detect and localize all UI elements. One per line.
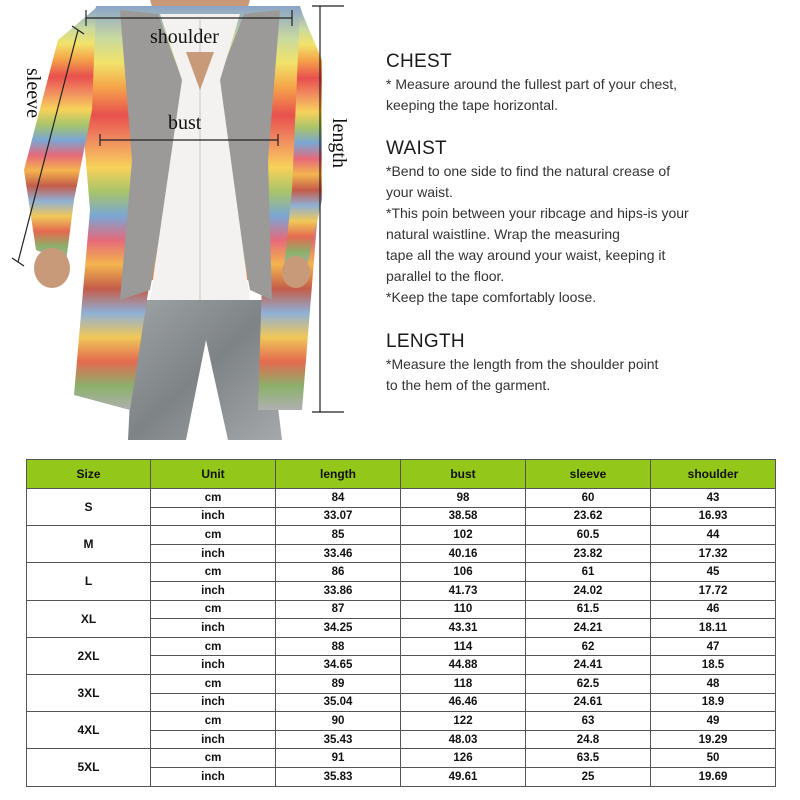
unit-cell: cm: [151, 712, 276, 731]
length-cell: 84: [276, 489, 401, 508]
sleeve-cell: 25: [526, 767, 651, 786]
bust-cell: 122: [401, 712, 526, 731]
size-cell: 5XL: [27, 749, 151, 786]
shoulder-cell: 19.69: [651, 767, 776, 786]
length-title: LENGTH: [386, 331, 465, 352]
bust-cell: 110: [401, 600, 526, 619]
unit-cell: inch: [151, 619, 276, 638]
sleeve-cell: 23.62: [526, 507, 651, 526]
table-row: [27, 600, 776, 619]
length-cell: 33.46: [276, 544, 401, 563]
table-row: [27, 749, 776, 768]
table-row: [27, 526, 776, 545]
sleeve-cell: 24.61: [526, 693, 651, 712]
shoulder-cell: 43: [651, 489, 776, 508]
length-cell: 34.65: [276, 656, 401, 675]
bust-cell: 44.88: [401, 656, 526, 675]
chest-section: [386, 50, 677, 116]
header-shoulder: shoulder: [651, 460, 776, 489]
bust-cell: 40.16: [401, 544, 526, 563]
unit-cell: cm: [151, 637, 276, 656]
sleeve-cell: 24.41: [526, 656, 651, 675]
unit-cell: inch: [151, 730, 276, 749]
table-row: [27, 563, 776, 582]
sleeve-cell: 63.5: [526, 749, 651, 768]
length-line: *Measure the length from the shoulder point: [386, 356, 659, 372]
length-cell: 34.25: [276, 619, 401, 638]
unit-cell: cm: [151, 489, 276, 508]
size-cell: XL: [27, 600, 151, 637]
shoulder-cell: 19.29: [651, 730, 776, 749]
header-sleeve: sleeve: [526, 460, 651, 489]
bust-cell: 43.31: [401, 619, 526, 638]
waist-line: natural waistline. Wrap the measuring: [386, 226, 620, 242]
bust-cell: 114: [401, 637, 526, 656]
shoulder-cell: 45: [651, 563, 776, 582]
header-unit: Unit: [151, 460, 276, 489]
shoulder-cell: 18.5: [651, 656, 776, 675]
length-cell: 90: [276, 712, 401, 731]
sleeve-cell: 60.5: [526, 526, 651, 545]
sleeve-cell: 62: [526, 637, 651, 656]
length-section: [386, 330, 658, 396]
chest-line: keeping the tape horizontal.: [386, 97, 559, 113]
sleeve-cell: 24.8: [526, 730, 651, 749]
bust-cell: 98: [401, 489, 526, 508]
unit-cell: cm: [151, 563, 276, 582]
unit-cell: inch: [151, 693, 276, 712]
shoulder-cell: 47: [651, 637, 776, 656]
bust-cell: 106: [401, 563, 526, 582]
unit-cell: cm: [151, 674, 276, 693]
shoulder-cell: 18.9: [651, 693, 776, 712]
bust-cell: 46.46: [401, 693, 526, 712]
size-cell: L: [27, 563, 151, 600]
unit-cell: inch: [151, 656, 276, 675]
unit-cell: inch: [151, 767, 276, 786]
unit-cell: inch: [151, 544, 276, 563]
shoulder-cell: 46: [651, 600, 776, 619]
unit-cell: cm: [151, 749, 276, 768]
header-length: length: [276, 460, 401, 489]
size-cell: 2XL: [27, 637, 151, 674]
shoulder-cell: 17.32: [651, 544, 776, 563]
length-line: to the hem of the garment.: [386, 377, 551, 393]
sleeve-cell: 60: [526, 489, 651, 508]
bust-cell: 102: [401, 526, 526, 545]
unit-cell: cm: [151, 600, 276, 619]
bust-cell: 126: [401, 749, 526, 768]
unit-cell: inch: [151, 581, 276, 600]
shoulder-cell: 49: [651, 712, 776, 731]
waist-line: tape all the way around your waist, keeping it: [386, 247, 666, 263]
shoulder-cell: 17.72: [651, 581, 776, 600]
header-size: Size: [27, 460, 151, 489]
shoulder-cell: 18.11: [651, 619, 776, 638]
waist-line: *This poin between your ribcage and hips-is your: [386, 205, 689, 221]
table-header-row: [27, 460, 776, 489]
unit-cell: inch: [151, 507, 276, 526]
chest-line: * Measure around the fullest part of your chest,: [386, 76, 678, 92]
unit-cell: cm: [151, 526, 276, 545]
shoulder-label: shoulder: [150, 26, 219, 48]
shoulder-cell: 44: [651, 526, 776, 545]
size-cell: S: [27, 489, 151, 526]
length-cell: 88: [276, 637, 401, 656]
bust-label: bust: [168, 112, 202, 134]
length-cell: 35.43: [276, 730, 401, 749]
size-cell: M: [27, 526, 151, 563]
table-row: [27, 674, 776, 693]
length-label: length: [328, 118, 350, 168]
waist-line: your waist.: [386, 184, 453, 200]
sleeve-cell: 61: [526, 563, 651, 582]
size-cell: 4XL: [27, 712, 151, 749]
length-cell: 86: [276, 563, 401, 582]
waist-title: WAIST: [386, 138, 447, 159]
length-cell: 35.83: [276, 767, 401, 786]
bust-cell: 48.03: [401, 730, 526, 749]
shoulder-cell: 48: [651, 674, 776, 693]
product-photo: [0, 0, 380, 440]
table-row: [27, 489, 776, 508]
waist-line: parallel to the floor.: [386, 268, 505, 284]
sleeve-label: sleeve: [22, 68, 44, 118]
length-cell: 85: [276, 526, 401, 545]
sleeve-cell: 61.5: [526, 600, 651, 619]
length-cell: 87: [276, 600, 401, 619]
size-chart-table: [26, 459, 776, 787]
chest-title: CHEST: [386, 51, 452, 72]
sleeve-cell: 24.02: [526, 581, 651, 600]
length-cell: 91: [276, 749, 401, 768]
bust-cell: 41.73: [401, 581, 526, 600]
shoulder-cell: 16.93: [651, 507, 776, 526]
bust-cell: 38.58: [401, 507, 526, 526]
sleeve-cell: 23.82: [526, 544, 651, 563]
length-cell: 33.07: [276, 507, 401, 526]
sleeve-cell: 24.21: [526, 619, 651, 638]
waist-section: [386, 137, 689, 308]
length-cell: 89: [276, 674, 401, 693]
size-cell: 3XL: [27, 674, 151, 711]
sleeve-cell: 62.5: [526, 674, 651, 693]
shoulder-cell: 50: [651, 749, 776, 768]
waist-line: *Bend to one side to find the natural crease of: [386, 163, 671, 179]
coat-model-illustration: [0, 0, 380, 440]
table-row: [27, 637, 776, 656]
length-cell: 35.04: [276, 693, 401, 712]
length-cell: 33.86: [276, 581, 401, 600]
table-body: [27, 489, 776, 787]
waist-line: *Keep the tape comfortably loose.: [386, 289, 597, 305]
header-bust: bust: [401, 460, 526, 489]
table-row: [27, 712, 776, 731]
bust-cell: 49.61: [401, 767, 526, 786]
sleeve-cell: 63: [526, 712, 651, 731]
bust-cell: 118: [401, 674, 526, 693]
